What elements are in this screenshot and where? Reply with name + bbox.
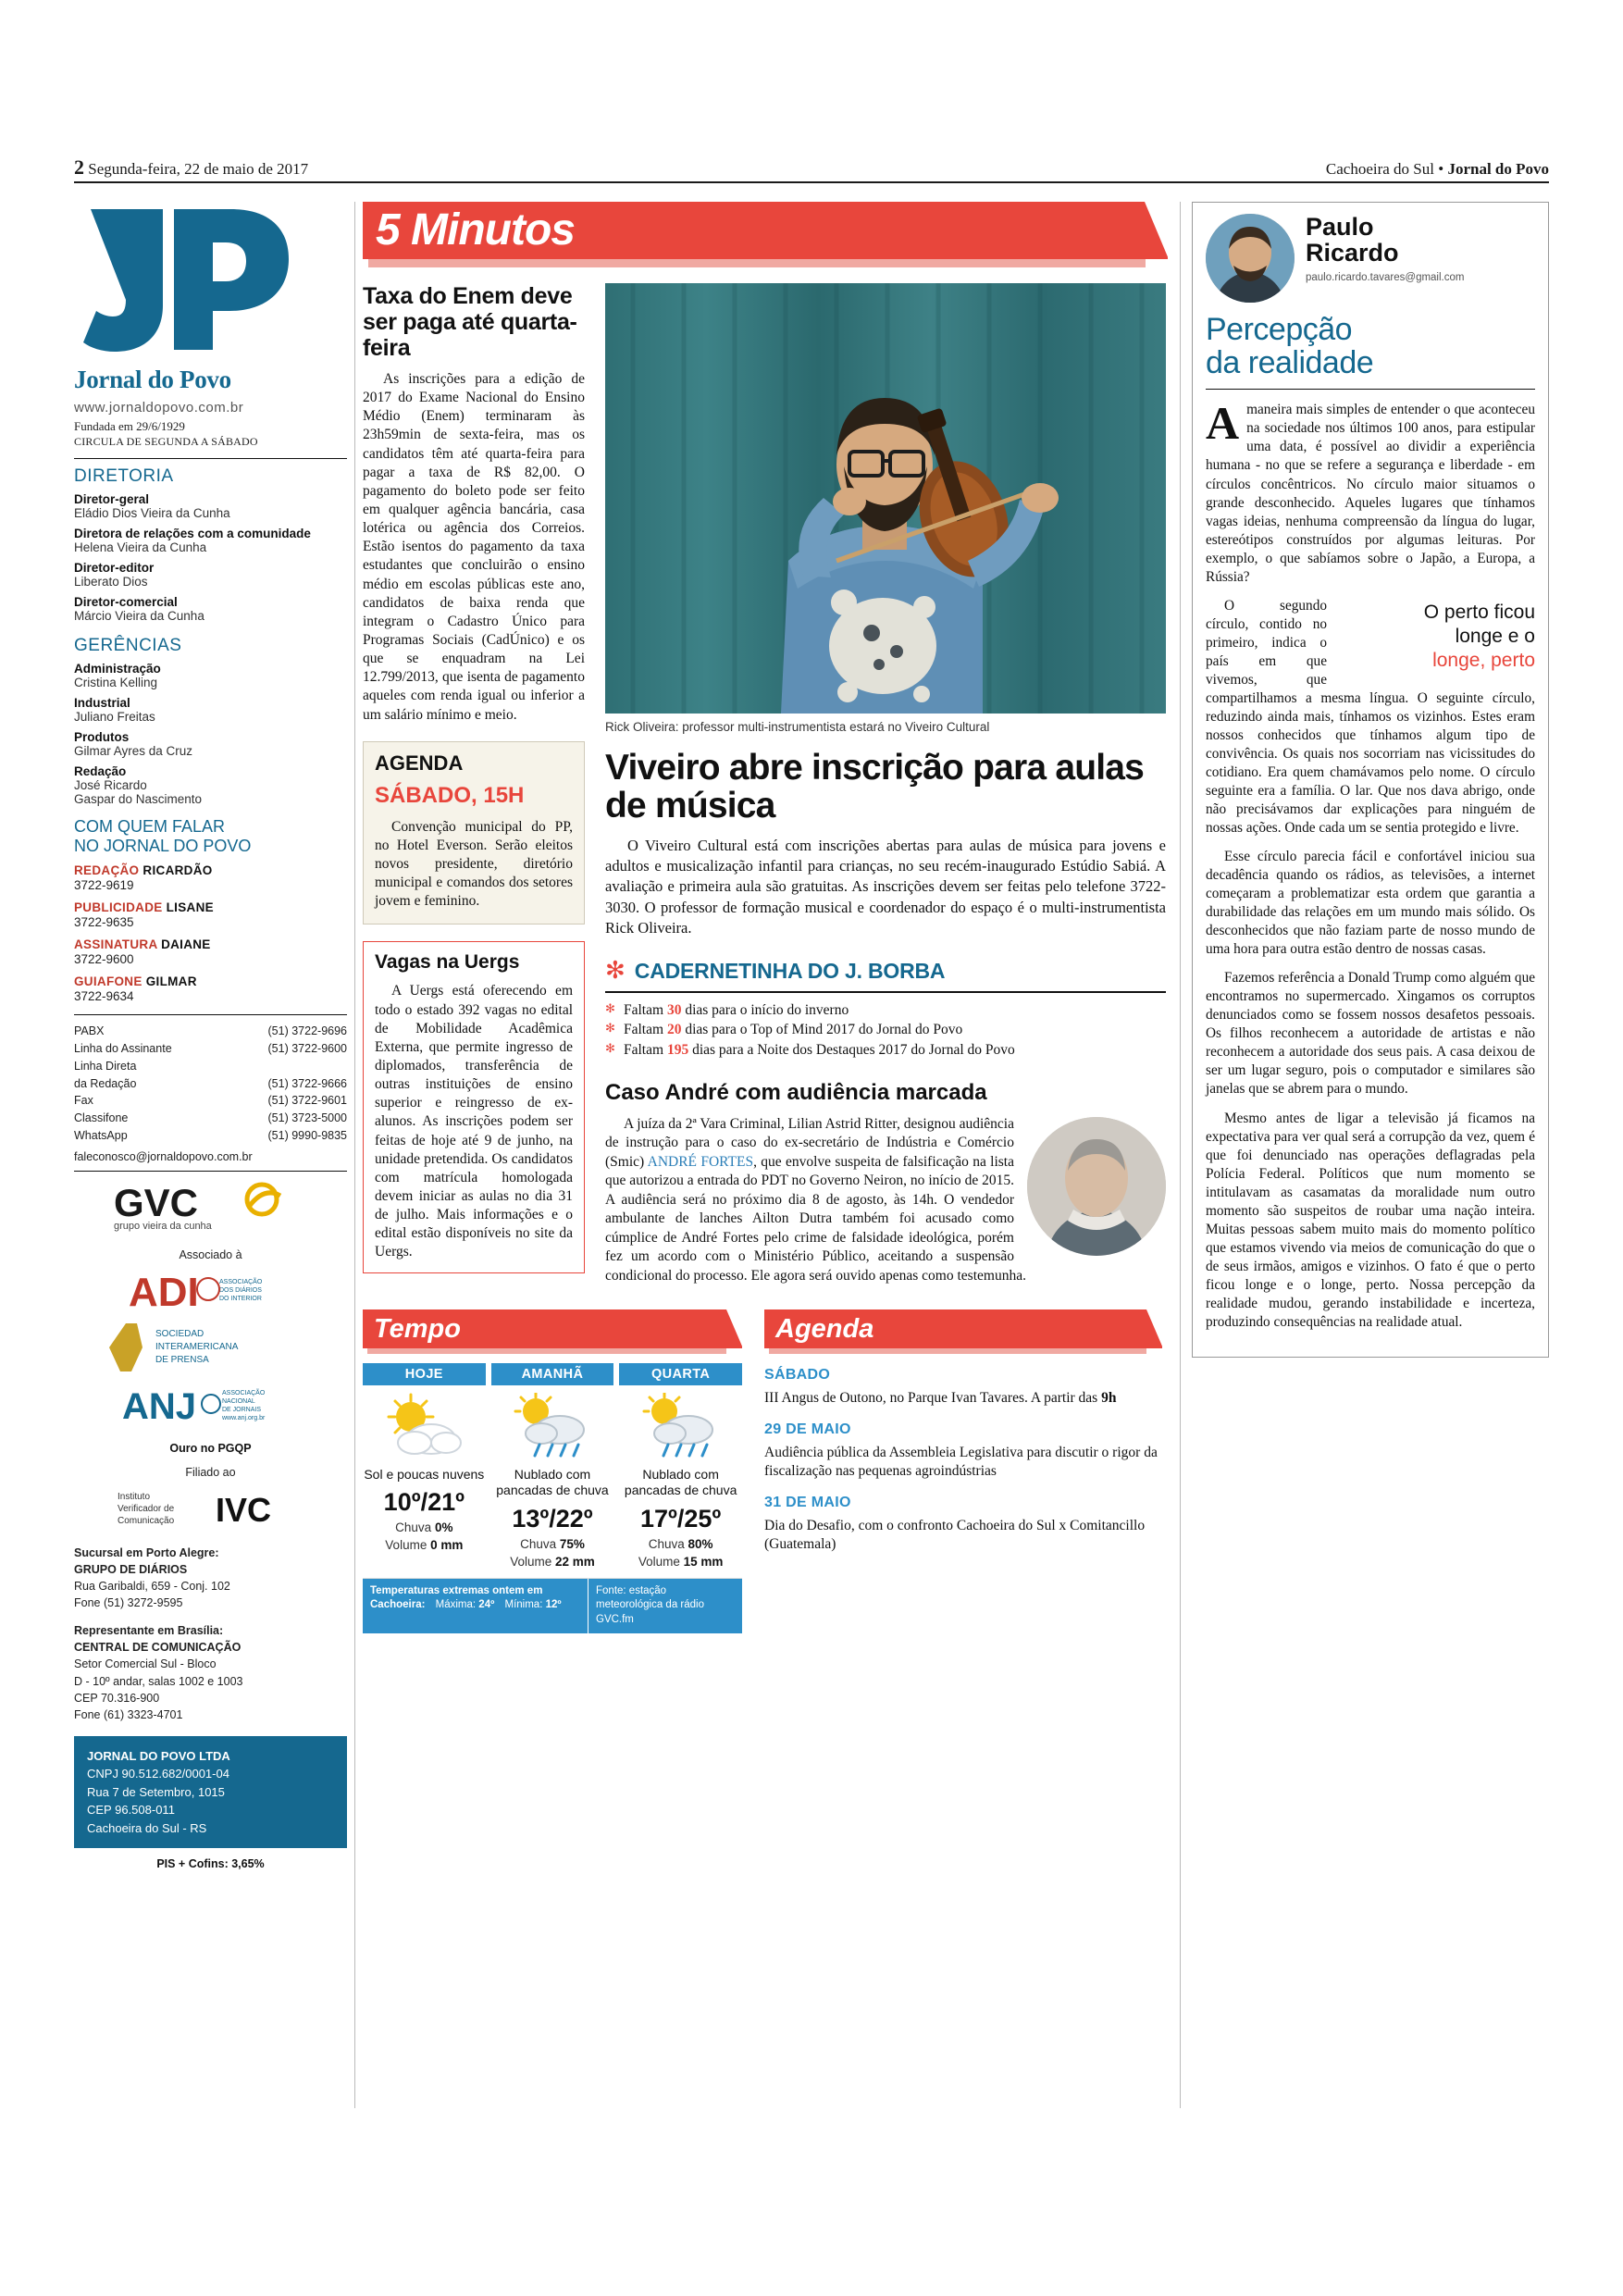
day-desc: Sol e poucas nuvens — [364, 1466, 485, 1482]
agenda-box — [363, 741, 585, 925]
list-item — [74, 561, 347, 589]
phone-value: (51) 9990-9835 — [267, 1128, 347, 1142]
feature-article — [605, 283, 1166, 1285]
agenda-text-a: III Angus de Outono, no Parque Ivan Tavares. A partir das — [764, 1389, 1102, 1406]
contact-person: RICARDÃO — [142, 863, 213, 878]
contatos-title-line2: NO JORNAL DO POVO — [74, 836, 252, 855]
phone-label: PABX — [74, 1024, 105, 1038]
phone-value: (51) 3722-9666 — [267, 1076, 347, 1090]
column-divider-1 — [354, 202, 355, 2108]
role-label: Diretora de relações com a comunidade — [74, 527, 311, 540]
assoc-label: Associado à — [179, 1247, 242, 1261]
contact-label — [74, 937, 347, 951]
item-suffix: dias para o início do inverno — [681, 1001, 849, 1018]
contact-dept: GUIAFONE — [74, 974, 142, 989]
column-paragraph — [1206, 397, 1535, 586]
day-label: QUARTA — [619, 1363, 742, 1385]
page-number: 2 — [74, 155, 84, 179]
city-name: Cachoeira do Sul • — [1325, 160, 1448, 178]
list-item — [74, 730, 347, 758]
andre-fortes-link[interactable]: ANDRÉ FORTES — [647, 1153, 754, 1170]
phone-value: (51) 3723-5000 — [267, 1111, 347, 1125]
rep-name: CENTRAL DE COMUNICAÇÃO — [74, 1641, 242, 1655]
vol-label: Volume — [385, 1538, 431, 1553]
masthead-founded: Fundada em 29/6/1929 — [74, 419, 185, 433]
contact-person: GILMAR — [145, 974, 197, 989]
list-item — [605, 1020, 1166, 1039]
agenda-item — [764, 1495, 1162, 1555]
diretoria-title: DIRETORIA — [74, 466, 174, 486]
table-row — [74, 1075, 347, 1093]
svg-text:NACIONAL: NACIONAL — [221, 1397, 255, 1405]
rep-phone: Fone (61) 3323-4701 — [74, 1707, 183, 1721]
enem-headline: Taxa do Enem deve ser paga até quarta-feira — [363, 283, 577, 361]
role-label: Diretor-geral — [74, 492, 150, 506]
svg-text:grupo vieira da cunha: grupo vieira da cunha — [113, 1220, 212, 1232]
svg-text:DO INTERIOR: DO INTERIOR — [218, 1295, 262, 1302]
author-email[interactable]: paulo.ricardo.tavares@gmail.com — [1306, 271, 1465, 283]
table-row — [74, 1092, 347, 1110]
rain-value: 80% — [688, 1536, 713, 1551]
svg-text:Instituto: Instituto — [117, 1491, 150, 1502]
list-item — [605, 1000, 1166, 1020]
contact-person: LISANE — [166, 900, 214, 915]
weather-footer — [363, 1578, 742, 1633]
rain-value: 75% — [559, 1536, 585, 1551]
sucursal-name: GRUPO DE DIÁRIOS — [74, 1562, 188, 1576]
phone-label: da Redação — [74, 1076, 137, 1090]
item-number: 30 — [666, 1001, 682, 1018]
contact-dept: PUBLICIDADE — [74, 900, 163, 915]
andre-headline: Caso André com audiência marcada — [605, 1079, 987, 1105]
column-paragraph: Mesmo antes de ligar a televisão já ficamos na expectativa para ver qual será a corrupção da vez, quem é que foi denunciado nas operações deflagradas pela Polícia Federal. Políticos que num momento se intitulavam as casamatas da moralidade num outro momento são suspeitos de roubar uma nação inteira. Muitas pessoas sabem muito mais do momento político que estamos vivendo via meios de comunicação do que o de seus irmãos, amigos e vizinhos. O fato é que o perto ficou longe e o longe, perto. Nossa percepção da realidade mudou, gerando instabilidade e incerteza, produzindo consequências na realidade atual. — [1206, 1110, 1535, 1330]
adi-logo — [74, 1267, 347, 1320]
andre-article — [605, 1115, 1166, 1285]
phone-label: Linha do Assinante — [74, 1042, 172, 1056]
list-item — [74, 662, 347, 689]
list-item — [74, 492, 347, 520]
vol-label: Volume — [510, 1554, 555, 1569]
contact-dept: ASSINATURA — [74, 937, 157, 952]
agenda-text — [764, 1389, 1162, 1409]
max-value: 24º — [478, 1599, 495, 1611]
page-header-right — [1326, 160, 1549, 179]
header-divider — [74, 181, 1549, 183]
feature-lead-text: O Viveiro Cultural está com inscrições abertas para aulas de música para jovens e adultos e musicalização infantil para crianças, no seu recém-inaugurado Estúdio Sabiá. A avaliação e primeira aula são gratuitas. As inscrições devem ser feitas pelo telefone 3722-3030. O professor de formação musical e coordenador do espaço é o multi-instrumentista Rick Oliveira. — [605, 837, 1166, 937]
person-name: Márcio Vieira da Cunha — [74, 609, 204, 623]
svg-text:INTERAMERICANA: INTERAMERICANA — [155, 1341, 238, 1352]
agenda-date: SÁBADO — [764, 1366, 831, 1383]
divider — [74, 458, 347, 459]
table-row — [74, 1040, 347, 1058]
svg-text:IVC: IVC — [215, 1490, 271, 1529]
weather-day — [363, 1363, 486, 1569]
person-name: Cristina Kelling — [74, 676, 158, 689]
item-number: 20 — [666, 1022, 682, 1038]
dropcap: A — [1206, 397, 1240, 450]
column-title-line1: Percepção — [1206, 312, 1353, 347]
day-rain — [491, 1537, 614, 1551]
weather-day — [619, 1363, 742, 1569]
svg-text:Comunicação: Comunicação — [117, 1515, 174, 1526]
sucursal-title: Sucursal em Porto Alegre: — [74, 1545, 219, 1559]
rain-label: Chuva — [520, 1536, 560, 1551]
phone-value: (51) 3722-9600 — [267, 1042, 347, 1056]
rain-label: Chuva — [648, 1536, 688, 1551]
author-names — [1306, 214, 1464, 283]
column-divider — [1206, 389, 1535, 390]
expediente-column — [74, 202, 347, 1870]
photo-caption: Rick Oliveira: professor multi-instrumentista estará no Viveiro Cultural — [605, 720, 990, 734]
pis-label: PIS + Cofins: 3,65% — [156, 1857, 265, 1871]
contatos-title — [74, 817, 347, 855]
day-desc: Nublado com pancadas de chuva — [624, 1466, 737, 1498]
role-label: Diretor-comercial — [74, 595, 178, 609]
phone-label: Classifone — [74, 1111, 129, 1125]
cnpj-box — [74, 1736, 347, 1849]
sucursal-phone: Fone (51) 3272-9595 — [74, 1596, 183, 1609]
feature-lead — [605, 836, 1166, 938]
sun-rain-icon — [491, 1391, 614, 1461]
person-name: Liberato Dios — [74, 575, 148, 589]
table-row — [74, 1058, 347, 1075]
contact-phone: 3722-9600 — [74, 952, 134, 967]
rep-addr2: D - 10º andar, salas 1002 e 1003 — [74, 1674, 243, 1688]
phone-table — [74, 1014, 347, 1171]
pullquote-line1: O perto ficou — [1423, 601, 1535, 623]
pullquote — [1336, 601, 1535, 674]
contact-phone: 3722-9634 — [74, 989, 134, 1004]
day-temps: 10º/21º — [383, 1488, 465, 1517]
weather-days — [363, 1363, 742, 1569]
extreme-temps — [363, 1579, 588, 1633]
agenda-banner — [764, 1309, 1162, 1354]
rep-cep: CEP 70.316-900 — [74, 1691, 160, 1705]
agenda-text: Dia do Desafio, com o confronto Cachoeira do Sul x Comitancillo (Guatemala) — [764, 1517, 1146, 1553]
company-cep: CEP 96.508-011 — [87, 1803, 175, 1818]
jp-logo — [78, 202, 291, 364]
main-content-column — [363, 202, 1168, 1633]
andre-text-b: , que envolve suspeita de falsificação na lista que autorizou a entrada do PDT no Governo Neiron, no início de 2015. A audiência será no próximo dia 8 de agosto, às 14h. O vendedor ambulante de lanches Ailton Dutra também foi acusado como cúmplice de André Fortes pelo crime de falsidade ideológica, porém fez um acordo com o Ministério Público, aceitando a suspensão condicional do processo. Ele agora será ouvido apenas como testemunha. — [605, 1153, 1026, 1284]
contact-label — [74, 863, 347, 877]
day-temps: 13º/22º — [512, 1504, 593, 1533]
agenda-date: 29 DE MAIO — [764, 1421, 851, 1437]
svg-text:GVC: GVC — [113, 1180, 198, 1224]
masthead-circulation: CIRCULA DE SEGUNDA A SÁBADO — [74, 435, 258, 448]
agenda-section — [764, 1309, 1162, 1633]
phone-label: WhatsApp — [74, 1128, 128, 1142]
column-divider-2 — [1180, 202, 1181, 2108]
vol-value: 22 mm — [554, 1554, 595, 1569]
role-label: Administração — [74, 662, 161, 676]
contatos-title-line1: COM QUEM FALAR — [74, 817, 226, 836]
contact-phone: 3722-9619 — [74, 878, 134, 893]
item-prefix: Faltam — [624, 1022, 667, 1038]
company-name: JORNAL DO POVO LTDA — [87, 1748, 230, 1763]
agenda-item — [764, 1367, 1162, 1409]
contact-person: DAIANE — [161, 937, 211, 952]
max-label: Máxima: — [435, 1599, 479, 1611]
rep-addr1: Setor Comercial Sul - Bloco — [74, 1657, 217, 1671]
day-temps: 17º/25º — [639, 1504, 722, 1533]
svg-text:Verificador de: Verificador de — [117, 1503, 174, 1514]
page-header — [74, 155, 1549, 180]
day-volume — [491, 1555, 614, 1569]
role-label: Produtos — [74, 730, 130, 744]
item-prefix: Faltam — [624, 1001, 667, 1018]
cadernetinha-list — [605, 991, 1166, 1060]
sucursal-block — [74, 1545, 347, 1612]
rain-label: Chuva — [395, 1520, 435, 1535]
contact-label — [74, 974, 347, 988]
agenda-text-bold: 9h — [1101, 1389, 1117, 1406]
svg-text:ANJ: ANJ — [121, 1385, 196, 1427]
banner-title: 5 Minutos — [376, 205, 575, 254]
item-suffix: dias para o Top of Mind 2017 do Jornal do Povo — [681, 1022, 963, 1038]
cadernetinha-header — [605, 959, 1166, 984]
author-firstname: Paulo — [1306, 213, 1374, 241]
filiado-label: Filiado ao — [185, 1465, 236, 1479]
weather-section — [363, 1309, 742, 1633]
page-header-left — [74, 155, 308, 180]
extreme-label: Temperaturas extremas ontem em Cachoeira: — [370, 1584, 543, 1611]
cadernetinha-title: CADERNETINHA DO J. BORBA — [634, 958, 946, 983]
person-name: José Ricardo — [74, 778, 147, 792]
company-cnpj: CNPJ 90.512.682/0001-04 — [87, 1767, 229, 1781]
agenda-text: Audiência pública da Assembleia Legislativa para discutir o rigor da fiscalização nas pequenas agroindústrias — [764, 1444, 1158, 1480]
asterisk-icon: ✻ — [605, 957, 626, 985]
phone-value: (51) 3722-9696 — [267, 1024, 347, 1038]
list-item — [74, 764, 347, 806]
vol-value: 0 mm — [430, 1538, 464, 1553]
five-minutes-sidebar — [363, 283, 585, 1285]
masthead-site[interactable]: www.jornaldopovo.com.br — [74, 400, 244, 416]
company-addr: Rua 7 de Setembro, 1015 — [87, 1784, 225, 1799]
day-label: HOJE — [363, 1363, 486, 1385]
article-photo — [605, 283, 1166, 714]
feature-headline: Viveiro abre inscrição para aulas de música — [605, 747, 1145, 825]
contact-row — [74, 863, 347, 892]
list-item — [74, 527, 347, 554]
avatar — [1206, 214, 1295, 303]
pullquote-line2: longe e o — [1455, 625, 1535, 647]
role-label: Industrial — [74, 696, 130, 710]
svg-text:SOCIEDAD: SOCIEDAD — [155, 1328, 204, 1339]
list-item — [605, 1040, 1166, 1060]
opinion-column — [1192, 202, 1549, 1358]
andre-text-a: A juíza da 2ª Vara Criminal, Lilian Astrid Ritter, designou audiência de instrução para o caso do ex-secretário de Indústria e Comércio (Smic) — [605, 1115, 1014, 1170]
rain-value: 0% — [434, 1520, 453, 1535]
contact-label — [74, 900, 347, 914]
agenda-title: Agenda — [775, 1313, 874, 1344]
list-item — [74, 696, 347, 724]
agenda-date: 31 DE MAIO — [764, 1494, 851, 1510]
uergs-title: Vagas na Uergs — [375, 951, 520, 974]
person-name: Eládio Dios Vieira da Cunha — [74, 506, 230, 520]
phone-label: Linha Direta — [74, 1059, 137, 1073]
table-row — [74, 1127, 347, 1145]
person-name: Gilmar Ayres da Cruz — [74, 744, 193, 758]
agenda-box-day: SÁBADO, 15H — [375, 782, 525, 808]
vol-label: Volume — [638, 1554, 684, 1569]
weather-title: Tempo — [374, 1313, 461, 1344]
gvc-logo — [114, 1179, 308, 1237]
svg-text:ASSOCIAÇÃO: ASSOCIAÇÃO — [218, 1278, 262, 1285]
anj-logo — [74, 1380, 347, 1433]
weather-banner — [363, 1309, 742, 1354]
sucursal-addr: Rua Garibaldi, 659 - Conj. 102 — [74, 1579, 230, 1593]
gerencias-title: GERÊNCIAS — [74, 636, 182, 655]
vol-value: 15 mm — [683, 1554, 724, 1569]
enem-body-text: As inscrições para a edição de 2017 do Exame Nacional do Ensino Médio (Enem) terminaram às 23h59min de sexta-feira, mas os candidatos têm até quarta-feira para pagar a taxa de R$ 82,00. O pagamento do boleto pode ser feito em qualquer agência bancária, casa lotérica ou agência dos Correios. Estão isentos do pagamento da taxa estudantes que concluirão o ensino médio em escolas públicas este ano, candidatos de baixa renda que integram o Cadastro Único para Programas Sociais (CadÚnico) e os que se enquadram na Lei 12.799/2013, que isenta de pagamento aqueles com renda igual ou inferior a um salário mínimo e meio. — [363, 371, 585, 723]
phone-label: Fax — [74, 1094, 93, 1108]
andre-portrait — [1027, 1117, 1166, 1256]
day-desc: Nublado com pancadas de chuva — [496, 1466, 609, 1498]
column-paragraph: O segundo círculo, contido no primeiro, indica o país em que vivemos, que compartilhamos a mesma língua. O seguinte círculo, reduzindo ainda mais, tínhamos os vizinhos. Estes eram nossos conhecidos que tínhamos algum tipo de convivência. Os quais nos socorriam nas vicissitudes do cotidiano. Era quem chamávamos pelo nome. O círculo seguinte era a família. O lar. Que nos dava abrigo, onde não precisávamos dar explicações para ninguém de nossas ações. Onde cada um se sentia protegido e livre. — [1206, 597, 1535, 837]
person-name: Gaspar do Nascimento — [74, 792, 203, 806]
contact-phone: 3722-9635 — [74, 915, 134, 930]
day-rain — [363, 1520, 486, 1534]
day-volume — [363, 1538, 486, 1552]
table-row — [74, 1110, 347, 1127]
author-block — [1206, 214, 1535, 303]
svg-text:www.anj.org.br: www.anj.org.br — [221, 1414, 265, 1421]
paper-name: Jornal do Povo — [1447, 160, 1549, 178]
agenda-box-text: Convenção municipal do PP, no Hotel Everson. Serão eleitos novos presidente, diretório municipal e comandos dos setores jovem e feminino. — [375, 818, 573, 910]
item-prefix: Faltam — [624, 1041, 667, 1058]
contact-row — [74, 974, 347, 1003]
rep-title: Representante em Brasília: — [74, 1624, 224, 1638]
opinion-box — [1192, 202, 1549, 1358]
weather-source: Fonte: estação meteorológica da rádio GVC.fm — [588, 1579, 742, 1633]
company-city: Cachoeira do Sul - RS — [87, 1820, 207, 1835]
svg-text:ASSOCIAÇÃO: ASSOCIAÇÃO — [221, 1389, 265, 1396]
sun-rain-icon — [619, 1391, 742, 1461]
masthead-title: Jornal do Povo — [74, 366, 231, 393]
role-label: Diretor-editor — [74, 561, 155, 575]
sip-logo — [74, 1320, 347, 1380]
svg-text:DE JORNAIS: DE JORNAIS — [221, 1406, 261, 1413]
uergs-box — [363, 941, 585, 1273]
weather-day — [491, 1363, 614, 1569]
item-number: 195 — [666, 1041, 689, 1058]
role-label: Redação — [74, 764, 127, 778]
item-suffix: dias para a Noite dos Destaques 2017 do Jornal do Povo — [688, 1041, 1015, 1058]
person-name: Juliano Freitas — [74, 710, 155, 724]
column-title-line2: da realidade — [1206, 344, 1374, 380]
svg-text:DOS DIÁRIOS: DOS DIÁRIOS — [218, 1286, 262, 1294]
enem-body — [363, 370, 585, 725]
svg-text:ADI: ADI — [128, 1269, 199, 1315]
contact-dept: REDAÇÃO — [74, 863, 140, 878]
pgqp-label: Ouro no PGQP — [169, 1441, 252, 1455]
day-label: AMANHÃ — [491, 1363, 614, 1385]
min-value: 12º — [545, 1599, 562, 1611]
column-paragraph: Esse círculo parecia fácil e confortável iniciou sua decadência quando os rádios, as televisões, a internet começaram a problematizar esta ordem que garantia a durabilidade das relações em um mundo mais sólido. Os desconhecidos que não faziam parte de nosso mundo de uma hora para outra estão dentro de nossas casas. — [1206, 849, 1535, 958]
contact-row — [74, 937, 347, 966]
column-p1: maneira mais simples de entender o que aconteceu na sociedade nos últimos 100 anos, para estipular uma data, é possível ao dividir a experiência humana - no que se refere a segurança e liberdade - em círculos concêntricos. No círculo maior situamos o grande desconhecido. Aqueles lugares que tínhamos vagas ideias, nenhuma compreensão da língua do lugar, estereótipos construídos por algumas leituras. Por exemplo, o que sabíamos sobre o Japão, a Europa, a Rússia? — [1206, 402, 1535, 585]
column-paragraph: Fazemos referência a Donald Trump como alguém que encontramos no supermercado. Xingamos os corruptos denunciados como se fossem nossos desafetos pessoais. Os filhos reconhecem a autoridade de artistas e não reconhecem a autoridade dos seus pais. A casa deixou de ser um lugar seguro, pois o computador e similares são janelas que se abrem para o mundo. — [1206, 970, 1536, 1098]
day-rain — [619, 1537, 742, 1551]
agenda-item — [764, 1421, 1162, 1482]
five-minutes-banner — [363, 202, 1168, 272]
svg-text:DE PRENSA: DE PRENSA — [155, 1354, 209, 1365]
author-lastname: Ricardo — [1306, 239, 1399, 267]
contact-email[interactable]: faleconosco@jornaldopovo.com.br — [74, 1149, 253, 1163]
contact-row — [74, 900, 347, 929]
issue-date: Segunda-feira, 22 de maio de 2017 — [88, 160, 309, 178]
min-label: Mínima: — [504, 1599, 546, 1611]
day-volume — [619, 1555, 742, 1569]
phone-value: (51) 3722-9601 — [267, 1094, 347, 1108]
pullquote-line3: longe, perto — [1432, 650, 1535, 672]
column-body — [1206, 397, 1536, 1332]
column-title — [1206, 314, 1535, 379]
uergs-text: A Uergs está oferecendo em todo o estado 392 vagas no edital de Mobilidade Acadêmica Externa, que permite ingresso de diplomados, transferência de outras instituições de ensino superior e reingresso de ex-alunos. As inscrições podem ser feitas de hoje até 9 de junho, na unidade pretendida. Os candidatos com matrícula homologada devem iniciar as aulas no dia 31 de julho. Mais informações e o edital estão disponíveis no site da Uergs. — [375, 983, 573, 1260]
sun-cloud-icon — [363, 1391, 486, 1461]
list-item — [74, 595, 347, 623]
agenda-box-title: AGENDA — [375, 751, 464, 775]
table-row — [74, 1023, 347, 1040]
representante-block — [74, 1622, 347, 1723]
ivc-logo — [74, 1484, 347, 1533]
person-name: Helena Vieira da Cunha — [74, 540, 207, 554]
